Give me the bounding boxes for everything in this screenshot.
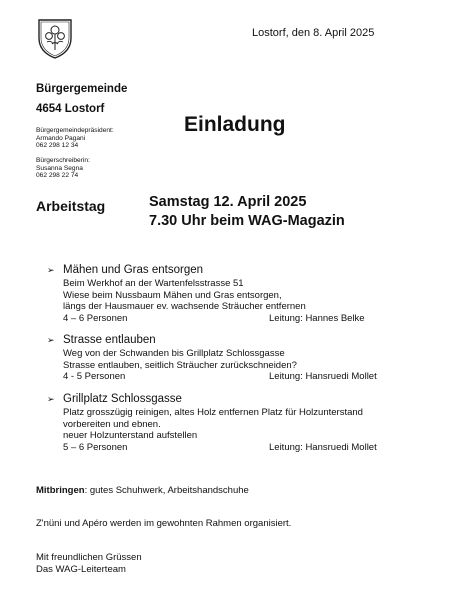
task-line: Wiese beim Nussbaum Mähen und Gras entsorgen, bbox=[63, 289, 282, 301]
task-lead: Leitung: Hansruedi Mollet bbox=[269, 371, 377, 382]
task-heading: Grillplatz Schlossgasse bbox=[63, 393, 182, 405]
event-label: Arbeitstag bbox=[36, 198, 106, 214]
org-city: 4654 Lostorf bbox=[36, 103, 105, 115]
task-heading: Strasse entlauben bbox=[63, 334, 156, 346]
task-persons: 4 - 5 Personen bbox=[63, 371, 126, 382]
bring-line bbox=[36, 485, 249, 496]
event-date: Samstag 12. April 2025 bbox=[149, 194, 307, 210]
arrow-bullet-icon: ➢ bbox=[47, 334, 55, 345]
org-name: Bürgergemeinde bbox=[36, 83, 128, 95]
task-line: längs der Hausmauer ev. wachsende Sträucher entfernen bbox=[63, 301, 306, 312]
task-item bbox=[47, 334, 417, 383]
president-role: Bürgergemeindepräsident: bbox=[36, 127, 114, 134]
task-lead: Leitung: Hansruedi Mollet bbox=[269, 441, 377, 453]
task-line: Beim Werkhof an der Wartenfelsstrasse 51 bbox=[63, 278, 244, 289]
president-block bbox=[36, 127, 114, 150]
president-phone: 062 298 12 34 bbox=[36, 142, 79, 150]
bring-label: Mitbringen bbox=[36, 485, 85, 496]
arrow-bullet-icon: ➢ bbox=[47, 393, 55, 404]
clerk-block bbox=[36, 157, 90, 180]
place-date: Lostorf, den 8. April 2025 bbox=[252, 27, 375, 39]
clerk-name: Susanna Segna bbox=[36, 164, 83, 172]
task-item bbox=[47, 264, 417, 324]
task-line: Platz grosszügig reinigen, altes Holz entfernen Platz für Holzunterstand bbox=[63, 407, 363, 418]
refreshment-note: Z'nüni und Apéro werden im gewohnten Rahmen organisiert. bbox=[36, 518, 292, 529]
closing-greeting: Mit freundlichen Grüssen bbox=[36, 552, 142, 563]
clerk-phone: 062 298 22 74 bbox=[36, 172, 79, 180]
task-lead: Leitung: Hannes Belke bbox=[269, 312, 365, 324]
bring-text: : gutes Schuhwerk, Arbeitshandschuhe bbox=[84, 485, 249, 496]
task-item bbox=[47, 393, 417, 453]
arrow-bullet-icon: ➢ bbox=[47, 264, 55, 275]
president-name: Armando Pagani bbox=[36, 134, 86, 142]
task-persons: 5 – 6 Personen bbox=[63, 441, 128, 453]
task-line: Weg von der Schwanden bis Grillplatz Schlossgasse bbox=[63, 348, 285, 359]
clerk-role: Bürgerschreiberin: bbox=[36, 157, 90, 164]
task-persons: 4 – 6 Personen bbox=[63, 312, 128, 324]
page-title: Einladung bbox=[184, 113, 286, 136]
coat-of-arms-icon bbox=[36, 14, 74, 60]
task-line: Strasse entlauben, seitlich Sträucher zurückschneiden? bbox=[63, 359, 297, 371]
task-line: neuer Holzunterstand aufstellen bbox=[63, 430, 198, 441]
task-line: vorbereiten und ebnen. bbox=[63, 418, 161, 430]
event-time-place: 7.30 Uhr beim WAG-Magazin bbox=[149, 213, 345, 229]
closing-signature: Das WAG-Leiterteam bbox=[36, 564, 126, 575]
task-heading: Mähen und Gras entsorgen bbox=[63, 264, 204, 276]
